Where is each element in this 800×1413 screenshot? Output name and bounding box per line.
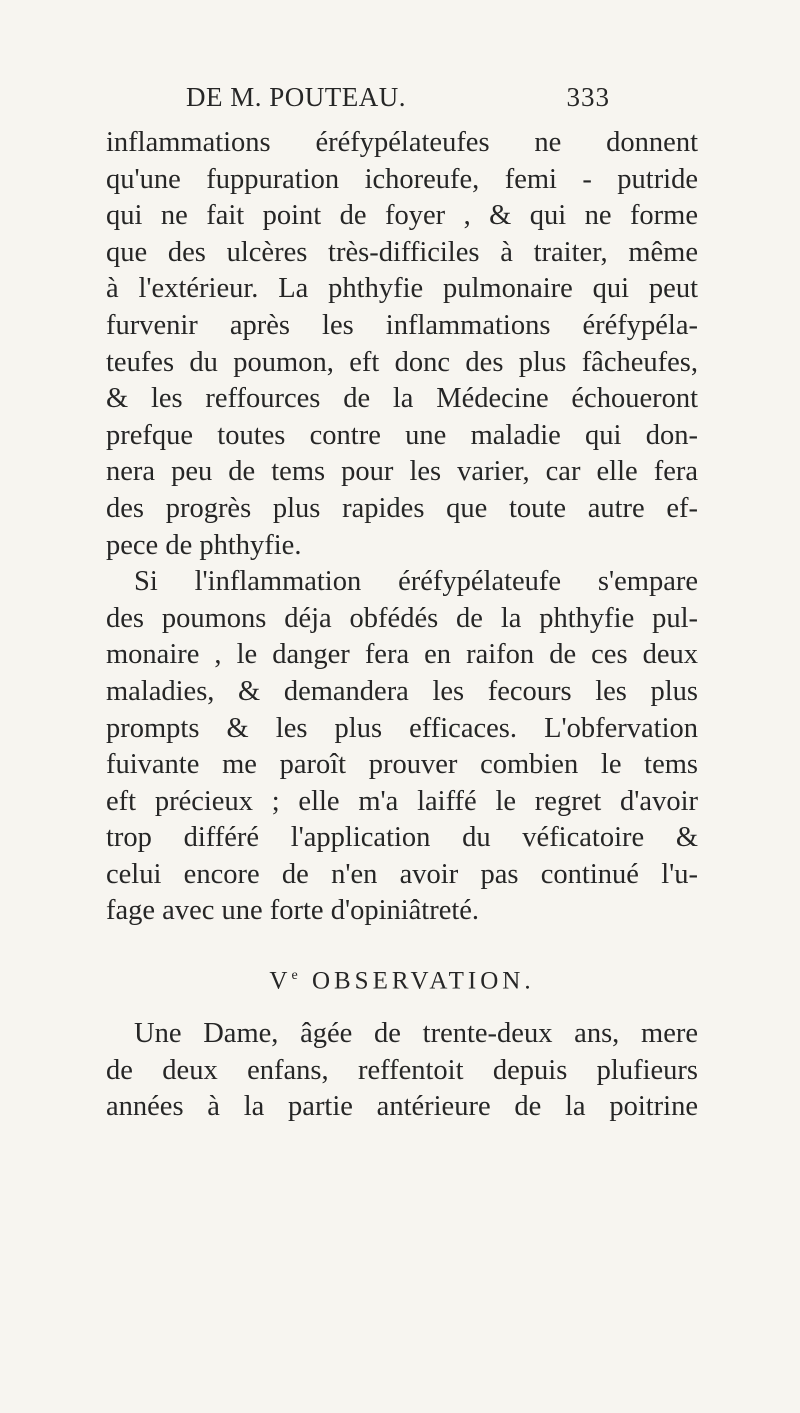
- running-title: DE M. POUTEAU.: [186, 82, 406, 112]
- text-line: maladies, & demandera les fecours les plus: [106, 675, 698, 707]
- text-line: prompts & les plus efficaces. L'obfervation: [106, 712, 698, 744]
- text-line: nera peu de tems pour les varier, car elle fera: [106, 456, 698, 488]
- text-line: qu'une fuppuration ichoreufe, femi - putride: [106, 163, 698, 195]
- text-line: prefque toutes contre une maladie qui don-: [106, 419, 698, 451]
- text-line: inflammations éréfypélateufes ne donnent: [106, 127, 698, 158]
- running-header: [186, 82, 610, 118]
- text-line: Si l'inflammation éréfypélateufe s'empare: [134, 566, 698, 598]
- text-line: des progrès plus rapides que toute autre ef-: [106, 492, 698, 524]
- text-line: années à la partie antérieure de la poitrine: [106, 1091, 698, 1123]
- text-line: fage avec une forte d'opiniâtreté.: [106, 895, 480, 927]
- text-line: & les reffources de la Médecine échoueront: [106, 383, 698, 415]
- text-line: fuivante me paroît prouver combien le tems: [106, 749, 698, 781]
- heading-numeral: V: [269, 967, 292, 995]
- text-line: que des ulcères très-difficiles à traiter, même: [106, 236, 698, 268]
- text-line: trop différé l'application du véficatoire &: [106, 822, 698, 854]
- text-line: à l'extérieur. La phthyfie pulmonaire qui peut: [106, 273, 698, 305]
- page-number: 333: [566, 82, 610, 112]
- heading-superscript: e: [291, 968, 298, 984]
- text-line: monaire , le danger fera en raifon de ces deux: [106, 639, 698, 671]
- heading-title: OBSERVATION.: [311, 967, 535, 995]
- text-line: qui ne fait point de foyer , & qui ne forme: [106, 200, 698, 232]
- text-line: de deux enfans, reffentoit depuis plufieurs: [106, 1054, 698, 1086]
- text-line: Une Dame, âgée de trente-deux ans, mere: [134, 1018, 698, 1050]
- paragraph-2: [106, 564, 698, 930]
- text-line: celui encore de n'en avoir pas continué l'u-: [106, 858, 698, 890]
- text-line: teufes du poumon, eft donc des plus fâcheufes,: [106, 346, 698, 378]
- text-line: pece de phthyfie.: [106, 529, 302, 561]
- paragraph-1: [106, 125, 698, 564]
- main-text: [106, 125, 698, 1126]
- text-line: furvenir après les inflammations éréfypéla-: [106, 309, 698, 341]
- paragraph-3: [106, 1016, 698, 1126]
- text-line: eft précieux ; elle m'a laiffé le regret d'avoir: [106, 785, 698, 817]
- observation-heading: [106, 956, 698, 996]
- text-line: des poumons déja obfédés de la phthyfie pul-: [106, 602, 698, 634]
